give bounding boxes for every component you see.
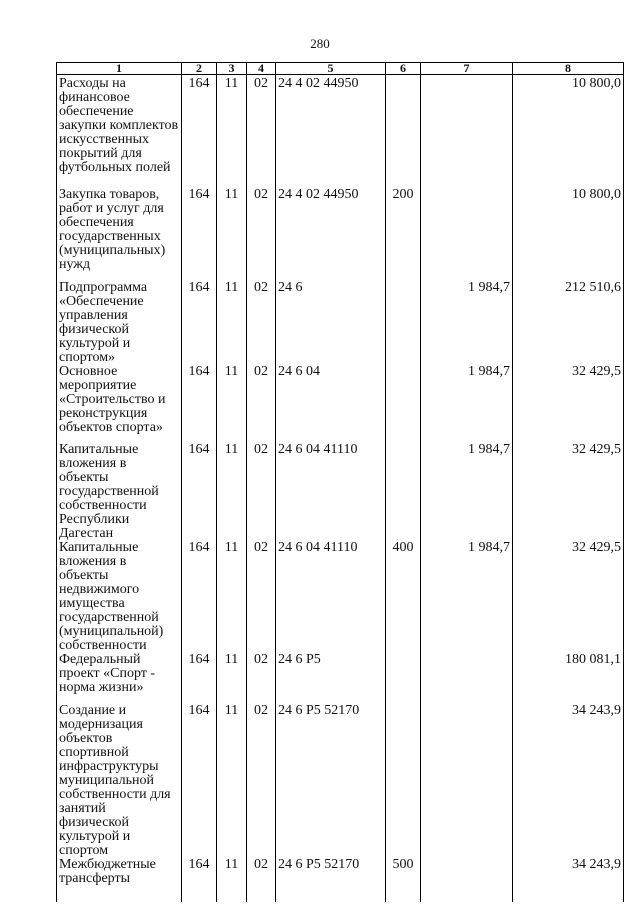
header-col-4: 4 [247,63,276,75]
row-col-8: 32 429,5 [513,443,624,541]
table-row [57,281,624,365]
row-name: Федеральный проект «Спорт - норма жизни» [57,653,182,704]
row-col-3: 11 [217,858,247,902]
row-col-6: 200 [386,188,421,281]
row-col-5: 24 6 04 41110 [276,541,386,653]
row-col-2: 164 [182,443,217,541]
row-col-7: 1 984,7 [421,281,513,365]
row-col-2: 164 [182,858,217,902]
header-col-3: 3 [217,63,247,75]
row-col-7 [421,704,513,858]
row-col-8: 32 429,5 [513,365,624,443]
row-col-8: 10 800,0 [513,188,624,281]
row-col-4: 02 [247,188,276,281]
table-row [57,704,624,858]
row-col-3: 11 [217,281,247,365]
row-col-7 [421,653,513,704]
table-row [57,541,624,653]
row-col-7 [421,75,513,188]
row-col-7: 1 984,7 [421,443,513,541]
row-col-8: 34 243,9 [513,858,624,902]
row-col-2: 164 [182,281,217,365]
row-col-5: 24 6 P5 52170 [276,704,386,858]
header-col-8: 8 [513,63,624,75]
row-col-2: 164 [182,653,217,704]
row-name: Межбюджетные трансферты [57,858,182,902]
row-col-8: 10 800,0 [513,75,624,188]
row-col-4: 02 [247,443,276,541]
row-col-4: 02 [247,704,276,858]
row-col-6 [386,281,421,365]
table-row [57,443,624,541]
row-col-5: 24 4 02 44950 [276,75,386,188]
row-col-2: 164 [182,75,217,188]
row-col-7: 1 984,7 [421,365,513,443]
header-col-6: 6 [386,63,421,75]
page-number: 280 [310,36,330,51]
row-col-3: 11 [217,75,247,188]
table-row [57,653,624,704]
row-col-6 [386,653,421,704]
header-col-2: 2 [182,63,217,75]
row-col-4: 02 [247,281,276,365]
row-col-3: 11 [217,653,247,704]
row-col-8: 180 081,1 [513,653,624,704]
row-col-4: 02 [247,541,276,653]
row-col-2: 164 [182,704,217,858]
header-row [57,63,624,75]
row-col-6 [386,365,421,443]
row-name: Создание и модернизация объектов спортивной инфраструктуры муниципальной собственности для занятий физической культурой и спортом [57,704,182,858]
row-col-7 [421,188,513,281]
row-name: Капитальные вложения в объекты государственной собственности Республики Дагестан [57,443,182,541]
row-col-2: 164 [182,541,217,653]
row-col-6 [386,75,421,188]
row-col-6 [386,443,421,541]
table-row [57,75,624,188]
row-col-3: 11 [217,188,247,281]
row-col-3: 11 [217,443,247,541]
row-col-7 [421,858,513,902]
row-col-3: 11 [217,365,247,443]
row-col-6 [386,704,421,858]
row-col-6: 400 [386,541,421,653]
row-col-2: 164 [182,365,217,443]
row-col-4: 02 [247,653,276,704]
row-col-5: 24 6 P5 52170 [276,858,386,902]
row-col-5: 24 4 02 44950 [276,188,386,281]
header-col-5: 5 [276,63,386,75]
row-name: Основное мероприятие «Строительство и реконструкция объектов спорта» [57,365,182,443]
row-col-4: 02 [247,75,276,188]
row-col-8: 34 243,9 [513,704,624,858]
row-name: Закупка товаров, работ и услуг для обеспечения государственных (муниципальных) нужд [57,188,182,281]
row-col-2: 164 [182,188,217,281]
row-name: Капитальные вложения в объекты недвижимого имущества государственной (муниципальной) собственности [57,541,182,653]
table-row [57,365,624,443]
row-col-5: 24 6 04 41110 [276,443,386,541]
row-col-5: 24 6 [276,281,386,365]
row-col-4: 02 [247,365,276,443]
header-col-1: 1 [57,63,182,75]
header-col-7: 7 [421,63,513,75]
row-col-8: 32 429,5 [513,541,624,653]
row-name: Подпрограмма «Обеспечение управления физической культурой и спортом» [57,281,182,365]
row-col-3: 11 [217,541,247,653]
table-row [57,858,624,902]
row-col-4: 02 [247,858,276,902]
row-col-7: 1 984,7 [421,541,513,653]
row-col-6: 500 [386,858,421,902]
row-name: Расходы на финансовое обеспечение закупки комплектов искусственных покрытий для футбольных полей [57,75,182,188]
row-col-8: 212 510,6 [513,281,624,365]
row-col-3: 11 [217,704,247,858]
table-row [57,188,624,281]
row-col-5: 24 6 P5 [276,653,386,704]
row-col-5: 24 6 04 [276,365,386,443]
budget-table [56,62,624,902]
